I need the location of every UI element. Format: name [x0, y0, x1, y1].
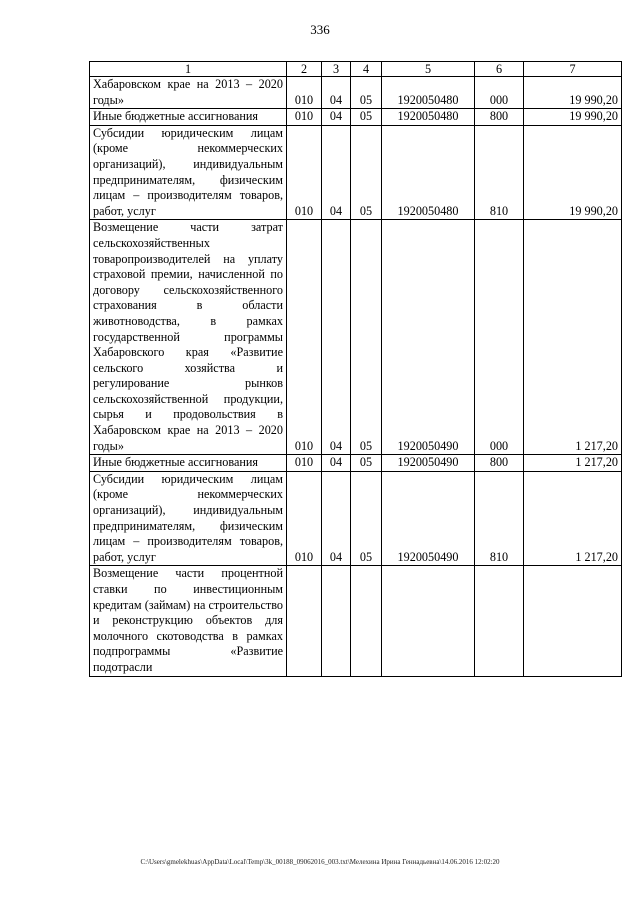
- header-cell: 1: [90, 62, 287, 77]
- code-cell: 05: [351, 471, 382, 566]
- target-article-cell: 1920050480: [382, 77, 475, 109]
- code-cell: [322, 566, 351, 676]
- table-row: [90, 220, 622, 455]
- code-cell: 04: [322, 125, 351, 220]
- header-cell: 5: [382, 62, 475, 77]
- amount-cell: 1 217,20: [524, 471, 622, 566]
- code-cell: 05: [351, 77, 382, 109]
- row-description: Субсидии юридическим лицам (кроме некоммерческих организаций), индивидуальным предпринимателям, физическим лицам – производителям товаров, работ, услуг: [90, 471, 287, 566]
- table-row: [90, 471, 622, 566]
- header-cell: 2: [287, 62, 322, 77]
- code-cell: 04: [322, 109, 351, 126]
- code-cell: 010: [287, 77, 322, 109]
- header-cell: 3: [322, 62, 351, 77]
- row-description: Субсидии юридическим лицам (кроме некоммерческих организаций), индивидуальным предпринимателям, физическим лицам – производителям товаров, работ, услуг: [90, 125, 287, 220]
- table-header-row: [90, 62, 622, 77]
- amount-cell: 1 217,20: [524, 455, 622, 472]
- file-path-footer: C:\Users\gmelekhuas\AppData\Local\Temp\3k_00188_09062016_003.txt\Мелехина Ирина Геннадьевна\14.06.2016 12:02:20: [140, 858, 500, 866]
- table-row: [90, 77, 622, 109]
- amount-cell: 19 990,20: [524, 125, 622, 220]
- table-row: [90, 109, 622, 126]
- page-number: 336: [310, 22, 330, 37]
- code-cell: 04: [322, 220, 351, 455]
- code-cell: [287, 566, 322, 676]
- table-row: [90, 566, 622, 676]
- code-cell: 010: [287, 109, 322, 126]
- amount-cell: 1 217,20: [524, 220, 622, 455]
- expense-type-cell: 000: [475, 220, 524, 455]
- expense-type-cell: [475, 566, 524, 676]
- target-article-cell: [382, 566, 475, 676]
- target-article-cell: 1920050490: [382, 471, 475, 566]
- amount-cell: [524, 566, 622, 676]
- code-cell: 05: [351, 455, 382, 472]
- target-article-cell: 1920050490: [382, 220, 475, 455]
- code-cell: 010: [287, 125, 322, 220]
- header-cell: 4: [351, 62, 382, 77]
- table-row: [90, 125, 622, 220]
- header-cell: 7: [524, 62, 622, 77]
- code-cell: 010: [287, 471, 322, 566]
- header-cell: 6: [475, 62, 524, 77]
- code-cell: 04: [322, 471, 351, 566]
- amount-cell: 19 990,20: [524, 109, 622, 126]
- target-article-cell: 1920050480: [382, 109, 475, 126]
- expense-type-cell: 810: [475, 125, 524, 220]
- target-article-cell: 1920050490: [382, 455, 475, 472]
- row-description: Хабаровском крае на 2013 – 2020 годы»: [90, 77, 287, 109]
- target-article-cell: 1920050480: [382, 125, 475, 220]
- code-cell: 04: [322, 455, 351, 472]
- code-cell: 04: [322, 77, 351, 109]
- code-cell: 010: [287, 455, 322, 472]
- amount-cell: 19 990,20: [524, 77, 622, 109]
- code-cell: [351, 566, 382, 676]
- row-description: Иные бюджетные ассигнования: [90, 109, 287, 126]
- expense-type-cell: 800: [475, 109, 524, 126]
- row-description: Возмещение части затрат сельскохозяйственных товаропроизводителей на уплату страховой премии, начисленной по договору сельскохозяйственного страхования в области животноводства, в рамках государственной программы Хабаровского края «Развитие сельского хозяйства и регулирование рынков сельскохозяйственной продукции, сырья и продовольствия в Хабаровском крае на 2013 – 2020 годы»: [90, 220, 287, 455]
- row-description: Возмещение части процентной ставки по инвестиционным кредитам (займам) на строительство и реконструкцию объектов для молочного скотоводства в рамках подпрограммы «Развитие подотрасли: [90, 566, 287, 676]
- code-cell: 05: [351, 109, 382, 126]
- code-cell: 010: [287, 220, 322, 455]
- code-cell: 05: [351, 220, 382, 455]
- expense-type-cell: 000: [475, 77, 524, 109]
- expense-type-cell: 800: [475, 455, 524, 472]
- code-cell: 05: [351, 125, 382, 220]
- budget-table: [89, 61, 622, 677]
- table-row: [90, 455, 622, 472]
- expense-type-cell: 810: [475, 471, 524, 566]
- row-description: Иные бюджетные ассигнования: [90, 455, 287, 472]
